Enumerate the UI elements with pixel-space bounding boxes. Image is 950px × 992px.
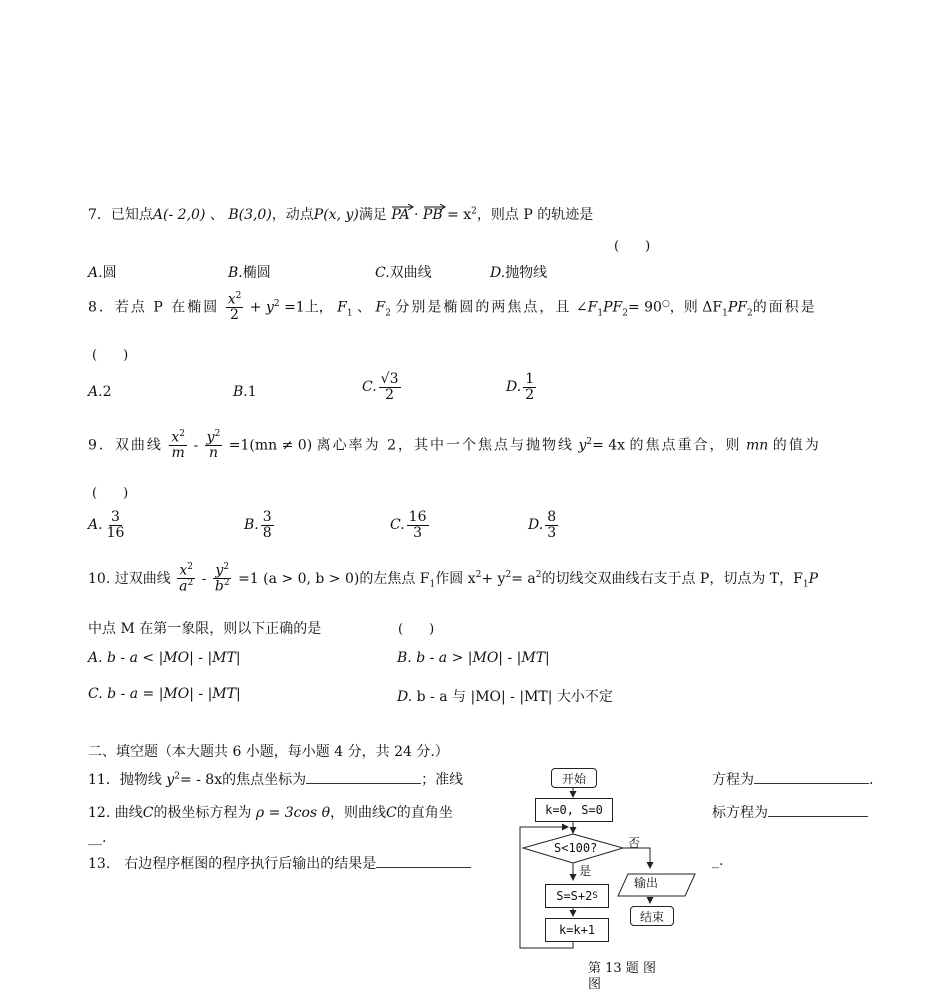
flowchart-update-s: S=S+2 S bbox=[545, 884, 609, 908]
q9-option-d[interactable]: D. $\frac{8}{3}$ bbox=[528, 509, 557, 541]
q10-option-b[interactable]: B. b - a > |MO| - |MT| bbox=[397, 650, 550, 666]
q7-option-a[interactable]: A.圆 bbox=[88, 265, 117, 281]
q11-stem: 11．抛物线 $y^2= - 8x$的焦点坐标为 ；准线 bbox=[88, 769, 463, 789]
q7-option-b[interactable]: B.椭圆 bbox=[228, 265, 271, 281]
flowchart-condition: S<100? bbox=[554, 841, 598, 855]
flowchart-yes-label: 是 bbox=[579, 864, 592, 878]
q7-paren: ( ) bbox=[614, 239, 651, 254]
flowchart-output: 输出 bbox=[634, 876, 659, 890]
q7-vec-pb: PB bbox=[422, 207, 443, 223]
q10-option-a[interactable]: A. b - a < |MO| - |MT| bbox=[88, 650, 241, 666]
q7-vec-pa: PA bbox=[391, 207, 410, 223]
q11-blank-focus[interactable] bbox=[306, 769, 421, 784]
q7-option-c[interactable]: C.双曲线 bbox=[375, 265, 432, 281]
q10-option-d[interactable]: D. b - a 与 |MO| - |MT| 大小不定 bbox=[397, 689, 613, 705]
vector-arrow-icon bbox=[423, 204, 447, 210]
q10-line2: 中点 M 在第一象限，则以下正确的是 bbox=[88, 621, 322, 637]
q9-option-c[interactable]: C. $\frac{16}{3}$ bbox=[390, 509, 427, 541]
q7-stem: 7．已知点A(- 2,0) 、 B(3,0)，动点P(x, y)满足 PA · PB = $x^2$，则点 P 的轨迹是 bbox=[88, 204, 593, 224]
q7-prefix: 7．已知点 bbox=[88, 207, 153, 223]
flowchart-caption-wrap: 图 bbox=[588, 977, 602, 992]
q8-stem: 8．若点 P 在椭圆 $\frac{x^2}{2}$ + $y^2 =1$上， $F_1$ 、 $F_2$ 分别是椭圆的两焦点，且 $\angle F_1PF_2= 90^○$，则 $\Delta F_1PF_2$的面积是 bbox=[88, 291, 817, 324]
q9-stem: 9．双曲线 $\frac{x^2}{m}$ - $\frac{y^2}{n}$ =1(mn ≠ 0) 离心率为 2，其中一个焦点与抛物线 $y^2= 4x$ 的焦点重合，则 mn 的值为 bbox=[88, 429, 821, 462]
q7-dot: · bbox=[414, 207, 419, 223]
q7-mid: ，动点 bbox=[271, 207, 314, 223]
q8-fraction: $\frac{x^2}{2}$ bbox=[227, 291, 242, 324]
q8-option-c[interactable]: C. $\frac{√3}{2}$ bbox=[362, 371, 399, 403]
q10-stem: 10. 过双曲线 $\frac{x^2}{a^2}$ - $\frac{y^2}{b^2}$ =1 (a > 0, b > 0)的左焦点 $F_1$作圆 $x^2+ y^2= a^2$的切线交双曲线右支于点 P，切点为 T，$F_1P$ bbox=[88, 562, 818, 595]
q7-tail: ，则点 P 的轨迹是 bbox=[476, 207, 594, 223]
q7-eq: = x bbox=[447, 207, 472, 223]
q12-wrap: __. bbox=[88, 830, 107, 846]
q13-end: _. bbox=[712, 853, 724, 869]
flowchart-update-k: k=k+1 bbox=[545, 918, 609, 942]
q7-cond: 满足 bbox=[358, 207, 387, 223]
q13-stem: 13. 右边程序框图的程序执行后输出的结果是 bbox=[88, 853, 471, 873]
q8-option-b[interactable]: B.1 bbox=[233, 384, 257, 400]
flowchart-start: 开始 bbox=[551, 768, 597, 788]
flowchart-end: 结束 bbox=[630, 906, 674, 926]
q11-right: 方程为 . bbox=[712, 769, 873, 789]
q9-option-b[interactable]: B. $\frac{3}{8}$ bbox=[244, 509, 272, 541]
q8-paren: ( ) bbox=[92, 348, 129, 363]
q11-blank-directrix[interactable] bbox=[754, 769, 869, 784]
q12-right: 标方程为 bbox=[712, 802, 868, 822]
q13-blank[interactable] bbox=[376, 853, 471, 868]
q7-point-p: P(x, y) bbox=[313, 207, 359, 223]
q10-paren: ( ) bbox=[398, 622, 435, 637]
q9-option-a[interactable]: A. $\frac{3}{16}$ bbox=[88, 509, 125, 541]
q7-point-a: A(- 2,0) bbox=[152, 207, 206, 223]
q12-stem: 12. 曲线C的极坐标方程为 ρ = 3cos θ，则曲线C的直角坐 bbox=[88, 805, 453, 821]
q7-option-d[interactable]: D.抛物线 bbox=[490, 265, 548, 281]
q12-blank[interactable] bbox=[768, 802, 868, 817]
q8-option-d[interactable]: D. $\frac{1}{2}$ bbox=[506, 371, 535, 403]
q8-option-a[interactable]: A.2 bbox=[88, 384, 112, 400]
q9-paren: ( ) bbox=[92, 486, 129, 501]
flowchart-init: k=0, S=0 bbox=[535, 798, 613, 822]
q7-sep: 、 bbox=[209, 207, 224, 223]
vector-arrow-icon bbox=[391, 204, 415, 210]
flowchart-lines bbox=[510, 760, 710, 955]
flowchart-no-label: 否 bbox=[628, 836, 641, 850]
q7-point-b: B(3,0) bbox=[228, 207, 272, 223]
section-title: 二、填空题（本大题共 6 小题，每小题 4 分，共 24 分.） bbox=[88, 744, 449, 760]
q10-option-c[interactable]: C. b - a = |MO| - |MT| bbox=[88, 686, 241, 702]
flowchart-caption: 第 13 题 图 bbox=[588, 961, 656, 976]
